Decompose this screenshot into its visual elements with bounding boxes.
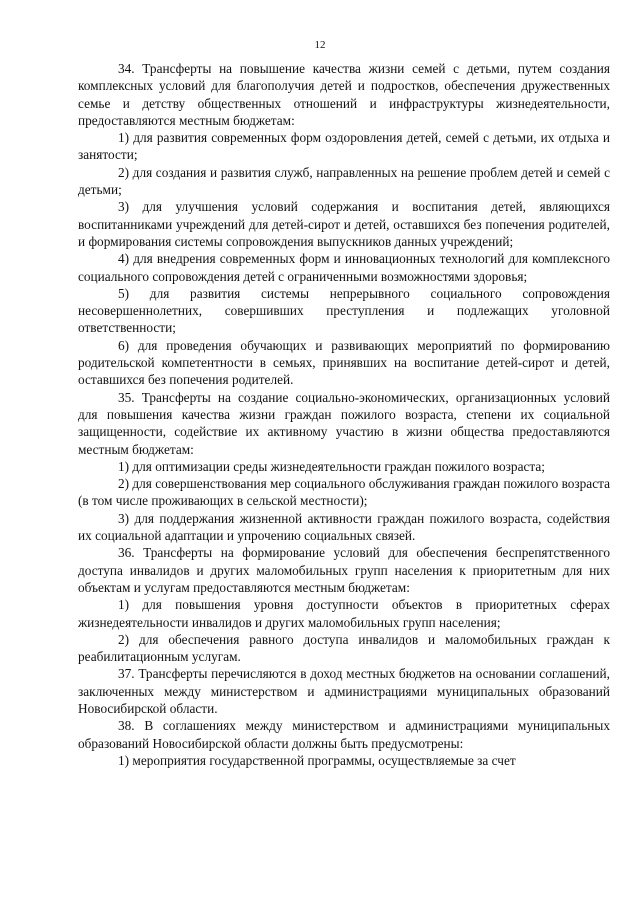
paragraph-35: 35. Трансферты на создание социально-экономических, организационных условий для повышения качества жизни граждан пожилого возраста, степени их социальной защищенности, содействие их активному участию в жизни общества предоставляются местным бюджетам:	[78, 389, 610, 457]
list-item-36-2: 2) для обеспечения равного доступа инвалидов и маломобильных граждан к реабилитационным услугам.	[78, 631, 610, 665]
list-item-34-3: 3) для улучшения условий содержания и воспитания детей, являющихся воспитанниками учреждений для детей-сирот и детей, оставшихся без попечения родителей, и формирования системы сопровождения выпускников данных учреждений;	[78, 199, 610, 249]
list-item-34-1: 1) для развития современных форм оздоровления детей, семей с детьми, их отдыха и занятости;	[78, 130, 610, 163]
page-number: 12	[314, 39, 326, 51]
paragraph-38: 38. В соглашениях между министерством и администрациями муниципальных образований Новосибирской области должны быть предусмотрены:	[78, 718, 610, 751]
list-item-36-1: 1) для повышения уровня доступности объектов в приоритетных сферах жизнедеятельности инвалидов и других маломобильных групп населения;	[78, 597, 610, 630]
document-body	[78, 60, 610, 769]
paragraph-37: 37. Трансферты перечисляются в доход местных бюджетов на основании соглашений, заключенных между министерством и администрациями муниципальных образований Новосибирской области.	[78, 666, 610, 716]
paragraph-34: 34. Трансферты на повышение качества жизни семей с детьми, путем создания комплексных условий для благополучия детей и подростков, обеспечения дружественных семье и детству общественных отношений и инфраструктуры жизнедеятельности, предоставляются местным бюджетам:	[78, 61, 610, 128]
list-item-34-6: 6) для проведения обучающих и развивающих мероприятий по формированию родительской компетентности в семьях, принявших на воспитание детей-сирот и детей, оставшихся без попечения родителей.	[78, 337, 610, 388]
list-item-34-5: 5) для развития системы непрерывного социального сопровождения несовершеннолетних, совершивших преступления и подлежащих уголовной ответственности;	[78, 285, 610, 336]
list-item-35-2: 2) для совершенствования мер социального обслуживания граждан пожилого возраста (в том числе проживающих в сельской местности);	[78, 476, 610, 509]
list-item-35-3: 3) для поддержания жизненной активности граждан пожилого возраста, содействия их социальной адаптации и упрочению социальных связей.	[78, 510, 610, 544]
list-item-38-1: 1) мероприятия государственной программы, осуществляемые за счет	[118, 752, 516, 768]
list-item-34-2: 2) для создания и развития служб, направленных на решение проблем детей и семей с детьми;	[78, 164, 610, 198]
list-item-35-1: 1) для оптимизации среды жизнедеятельности граждан пожилого возраста;	[118, 458, 545, 474]
paragraph-36: 36. Трансферты на формирование условий для обеспечения беспрепятственного доступа инвалидов и других маломобильных групп населения к приоритетным для них объектам и услугам предоставляются местным бюджетам:	[78, 545, 610, 595]
list-item-34-4: 4) для внедрения современных форм и инновационных технологий для комплексного социального сопровождения детей с ограниченными возможностями здоровья;	[78, 251, 610, 284]
